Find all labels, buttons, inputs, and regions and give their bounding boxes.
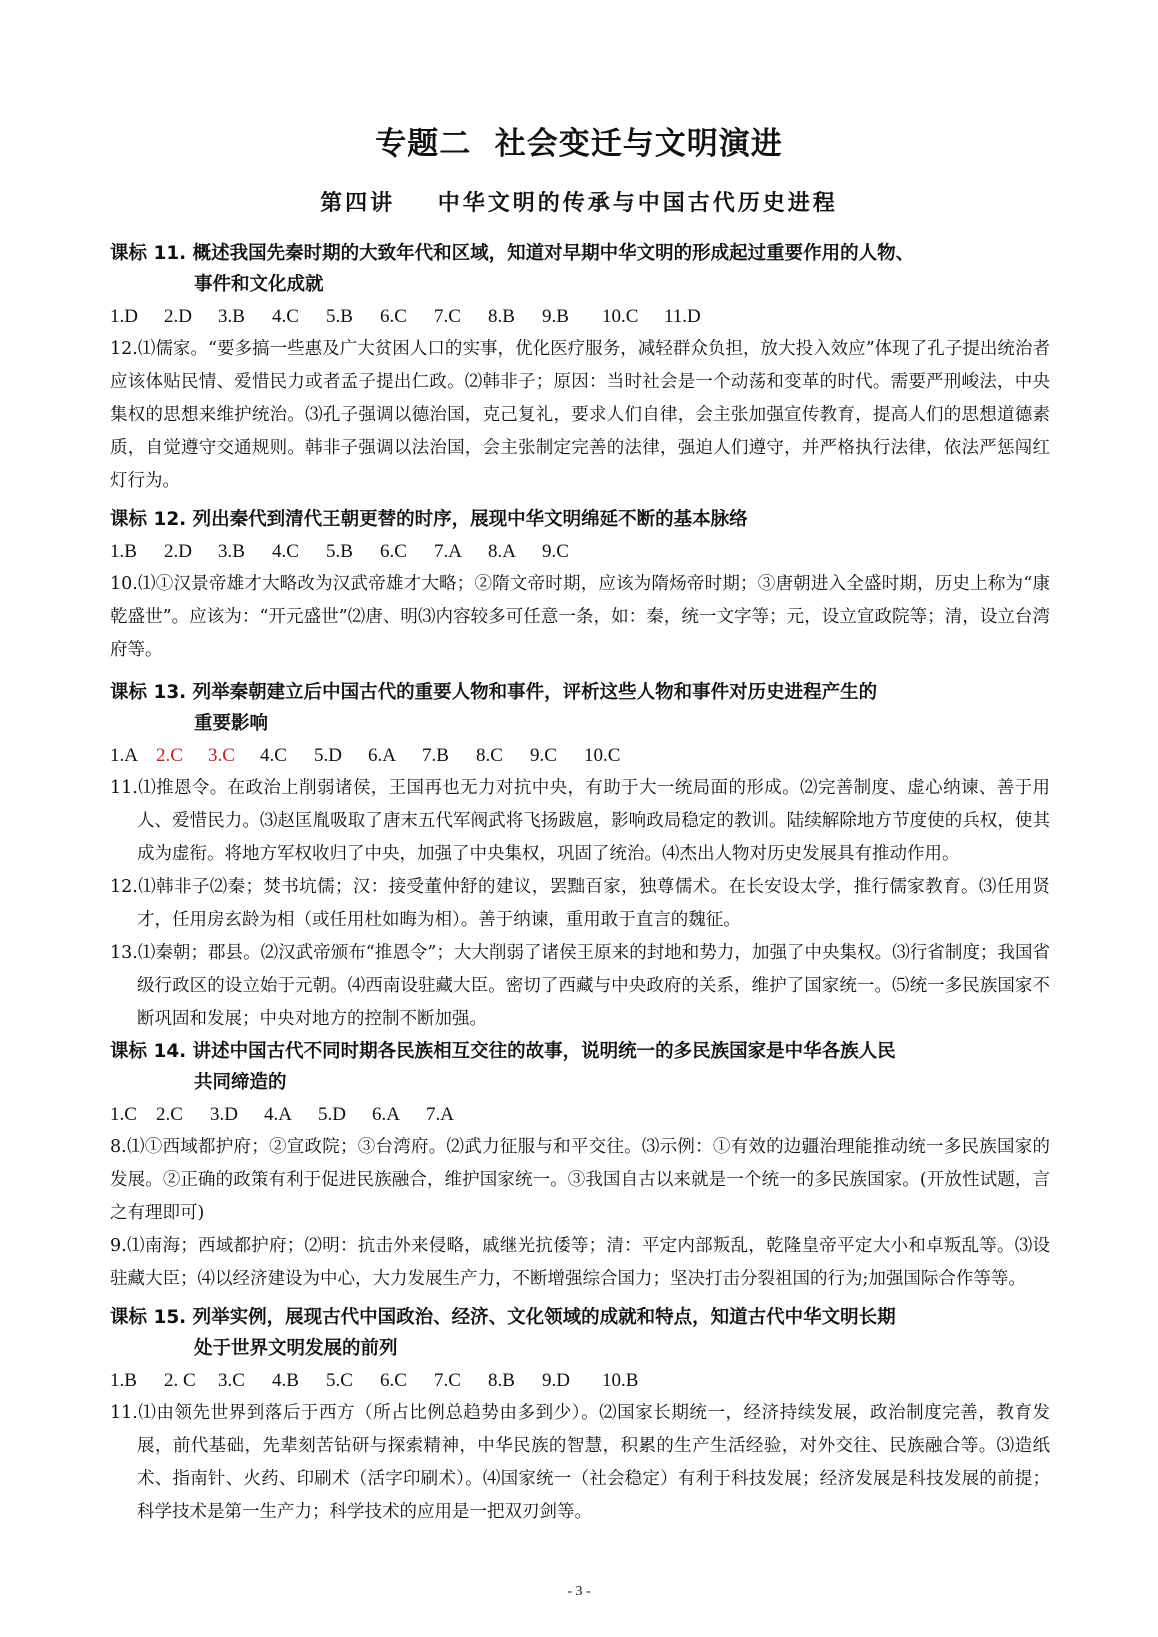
choice-answer: 8.A [488, 541, 516, 562]
choice-answer: 3.B [218, 306, 245, 327]
answer-paragraph: 11.⑴由领先世界到落后于西方（所占比例总趋势由多到少）。⑵国家长期统一，经济持续发展，政治制度完善，教育发展，前代基础，先辈刻苦钻研与探索精神，中华民族的智慧，积累的生产生活经验，对外交往、民族融合等。⑶造纸术、指南针、火药、印刷术（活字印刷术）。⑷国家统一（社会稳定）有利于科技发展；经济发展是科技发展的前提；科学技术是第一生产力；科学技术的应用是一把双刃剑等。 [110, 1403, 1050, 1522]
section-heading: 课标 13. 列举秦朝建立后中国古代的重要人物和事件，评析这些人物和事件对历史进程产生的 [110, 682, 878, 703]
section-heading-cont: 重要影响 [194, 713, 269, 734]
choice-answer: 2. C [164, 1370, 196, 1391]
page-number: - 3 - [567, 1584, 591, 1599]
choice-answer: 5.D [318, 1104, 346, 1125]
choice-answer-corrected: 2.C [156, 745, 183, 766]
choice-answer: 8.C [476, 745, 503, 766]
choice-answer: 1.B [110, 1370, 137, 1391]
choice-answers [110, 1098, 1050, 1131]
answer-paragraph: 11.⑴推恩令。在政治上削弱诸侯，王国再也无力对抗中央，有助于大一统局面的形成。⑵完善制度、虚心纳谏、善于用人、爱惜民力。⑶赵匡胤吸取了唐末五代军阀武将飞扬跋扈，影响政局稳定的教训。陆续解除地方节度使的兵权，使其成为虚衔。将地方军权收归了中央，加强了中央集权，巩固了统治。⑷杰出人物对历史发展具有推动作用。 [110, 778, 1050, 864]
choice-answer: 8.B [488, 306, 515, 327]
content-area [110, 238, 1050, 1529]
choice-answer: 7.C [434, 306, 461, 327]
choice-answers [110, 739, 1050, 772]
choice-answer: 5.D [314, 745, 342, 766]
answer-paragraph: 9.⑴南海；西域都护府；⑵明：抗击外来侵略，戚继光抗倭等；清：平定内部叛乱，乾隆皇帝平定大小和卓叛乱等。⑶设驻藏大臣；⑷以经济建设为中心，大力发展生产力，不断增强综合国力；坚决打击分裂祖国的行为;加强国际合作等等。 [110, 1236, 1050, 1289]
answer-paragraph: 8.⑴①西域都护府；②宣政院；③台湾府。⑵武力征服与和平交往。⑶示例：①有效的边疆治理能推动统一多民族国家的发展。②正确的政策有利于促进民族融合，维护国家统一。③我国自古以来就是一个统一的多民族国家。(开放性试题，言之有理即可) [110, 1137, 1050, 1223]
choice-answer: 5.C [326, 1370, 353, 1391]
choice-answer: 9.B [542, 306, 569, 327]
choice-answer: 7.C [434, 1370, 461, 1391]
choice-answer: 4.A [264, 1104, 292, 1125]
choice-answers [110, 535, 1050, 568]
choice-answer: 8.B [488, 1370, 515, 1391]
section-heading: 课标 12. 列出秦代到清代王朝更替的时序，展现中华文明绵延不断的基本脉络 [110, 509, 748, 530]
choice-answer: 4.C [272, 541, 299, 562]
choice-answer: 10.B [602, 1370, 639, 1391]
choice-answers [110, 300, 1050, 333]
section-kebiao-12 [110, 504, 1050, 667]
section-heading: 课标 15. 列举实例，展现古代中国政治、经济、文化领域的成就和特点，知道古代中华文明长期 [110, 1307, 896, 1328]
choice-answer: 5.B [326, 306, 353, 327]
choice-answer: 6.C [380, 1370, 407, 1391]
section-heading-cont: 共同缔造的 [194, 1072, 287, 1093]
choice-answer: 3.C [218, 1370, 245, 1391]
choice-answer: 1.B [110, 541, 137, 562]
choice-answer: 7.B [422, 745, 449, 766]
choice-answer: 10.C [584, 745, 621, 766]
section-heading-cont: 处于世界文明发展的前列 [194, 1338, 398, 1359]
choice-answer: 11.D [664, 306, 701, 327]
choice-answer: 3.D [210, 1104, 238, 1125]
choice-answer: 3.B [218, 541, 245, 562]
section-kebiao-13 [110, 677, 1050, 1036]
choice-answer: 7.A [426, 1104, 454, 1125]
choice-answer: 9.D [542, 1370, 570, 1391]
answer-paragraph: 12.⑴儒家。“要多搞一些惠及广大贫困人口的实事，优化医疗服务，减轻群众负担，放大投入效应”体现了孔子提出统治者应该体贴民情、爱惜民力或者孟子提出仁政。⑵韩非子；原因：当时社会是一个动荡和变革的时代。需要严刑峻法，中央集权的思想来维护统治。⑶孔子强调以德治国，克己复礼，要求人们自律，会主张加强宣传教育，提高人们的思想道德素质，自觉遵守交通规则。韩非子强调以法治国，会主张制定完善的法律，强迫人们遵守，并严格执行法律，依法严惩闯红灯行为。 [110, 339, 1050, 491]
choice-answer: 6.A [372, 1104, 400, 1125]
choice-answer: 4.B [272, 1370, 299, 1391]
choice-answers [110, 1364, 1050, 1397]
page-title: 专题二 社会变迁与文明演进 [375, 126, 783, 162]
section-heading-cont: 事件和文化成就 [194, 274, 324, 295]
choice-answer: 7.A [434, 541, 462, 562]
choice-answer: 4.C [260, 745, 287, 766]
section-kebiao-15 [110, 1302, 1050, 1529]
choice-answer: 1.A [110, 745, 138, 766]
answer-paragraph: 12.⑴韩非子⑵秦；焚书坑儒；汉：接受董仲舒的建议，罢黜百家，独尊儒术。在长安设太学，推行儒家教育。⑶任用贤才，任用房玄龄为相（或任用杜如晦为相）。善于纳谏，重用敢于直言的魏征。 [110, 877, 1050, 930]
choice-answer: 2.D [164, 306, 192, 327]
section-kebiao-14 [110, 1036, 1050, 1296]
choice-answer: 6.C [380, 541, 407, 562]
choice-answer: 5.B [326, 541, 353, 562]
choice-answer: 6.C [380, 306, 407, 327]
choice-answer: 1.C [110, 1104, 137, 1125]
lecture-subtitle: 第四讲 中华文明的传承与中国古代历史进程 [320, 190, 838, 216]
choice-answer: 2.D [164, 541, 192, 562]
choice-answer-corrected: 3.C [208, 745, 235, 766]
choice-answer: 6.A [368, 745, 396, 766]
choice-answer: 9.C [542, 541, 569, 562]
choice-answer: 1.D [110, 306, 138, 327]
choice-answer: 10.C [602, 306, 639, 327]
section-kebiao-11 [110, 238, 1050, 498]
answer-paragraph: 10.⑴①汉景帝雄才大略改为汉武帝雄才大略；②隋文帝时期，应该为隋炀帝时期；③唐朝进入全盛时期，历史上称为“康乾盛世”。应该为：“开元盛世”⑵唐、明⑶内容较多可任意一条，如：秦，统一文字等；元，设立宣政院等；清，设立台湾府等。 [110, 574, 1050, 660]
section-heading: 课标 14. 讲述中国古代不同时期各民族相互交往的故事，说明统一的多民族国家是中华各族人民 [110, 1041, 896, 1062]
choice-answer: 4.C [272, 306, 299, 327]
choice-answer: 2.C [156, 1104, 183, 1125]
section-heading: 课标 11. 概述我国先秦时期的大致年代和区域，知道对早期中华文明的形成起过重要作用的人物、 [110, 243, 915, 264]
choice-answer: 9.C [530, 745, 557, 766]
answer-paragraph: 13.⑴秦朝；郡县。⑵汉武帝颁布“推恩令”；大大削弱了诸侯王原来的封地和势力，加强了中央集权。⑶行省制度；我国省级行政区的设立始于元朝。⑷西南设驻藏大臣。密切了西藏与中央政府的关系，维护了国家统一。⑸统一多民族国家不断巩固和发展；中央对地方的控制不断加强。 [110, 943, 1050, 1029]
